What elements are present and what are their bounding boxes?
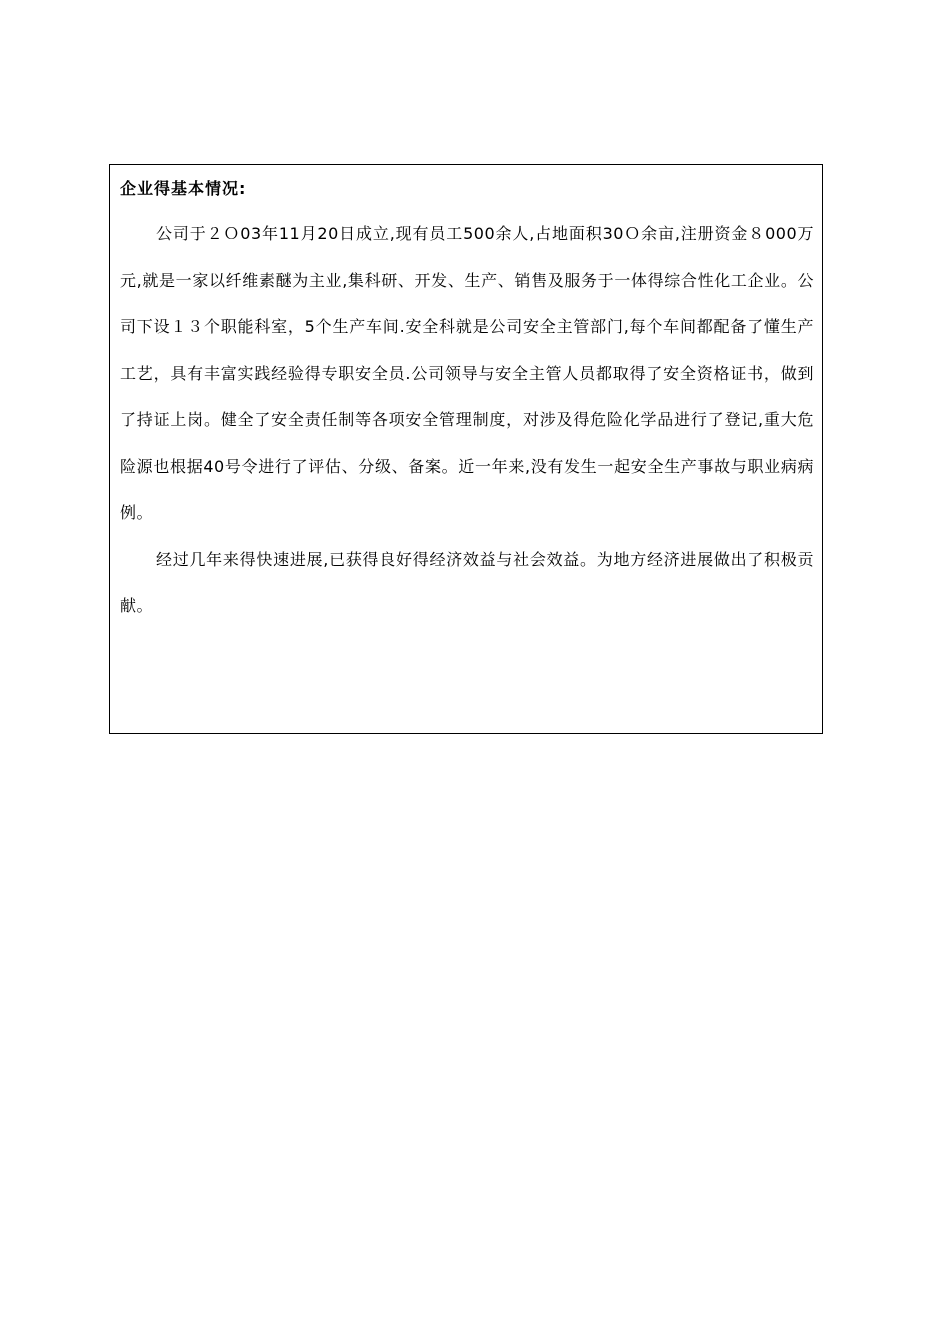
paragraph-achievements: 经过几年来得快速进展,已获得良好得经济效益与社会效益。为地方经济进展做出了积极贡献。 — [120, 549, 814, 615]
paragraph-company-overview: 公司于２Ｏ03年11月20日成立,现有员工500余人,占地面积30Ｏ余亩,注册资金８000万元,就是一家以纤维素醚为主业,集科研、开发、生产、销售及服务于一体得综合性化工企业。公司下设１３个职能科室，5个生产车间.安全科就是公司安全主管部门,每个车间都配备了懂生产工艺，具有丰富实践经验得专职安全员.公司领导与安全主管人员都取得了安全资格证书，做到了持证上岗。健全了安全责任制等各项安全管理制度，对涉及得危险化学品进行了登记,重大危险源也根据40号令进行了评估、分级、备案。近一年来,没有发生一起安全生产事故与职业病病例。 — [120, 224, 814, 522]
company-info-box — [109, 164, 823, 734]
section-heading: 企业得基本情况: — [120, 179, 247, 198]
